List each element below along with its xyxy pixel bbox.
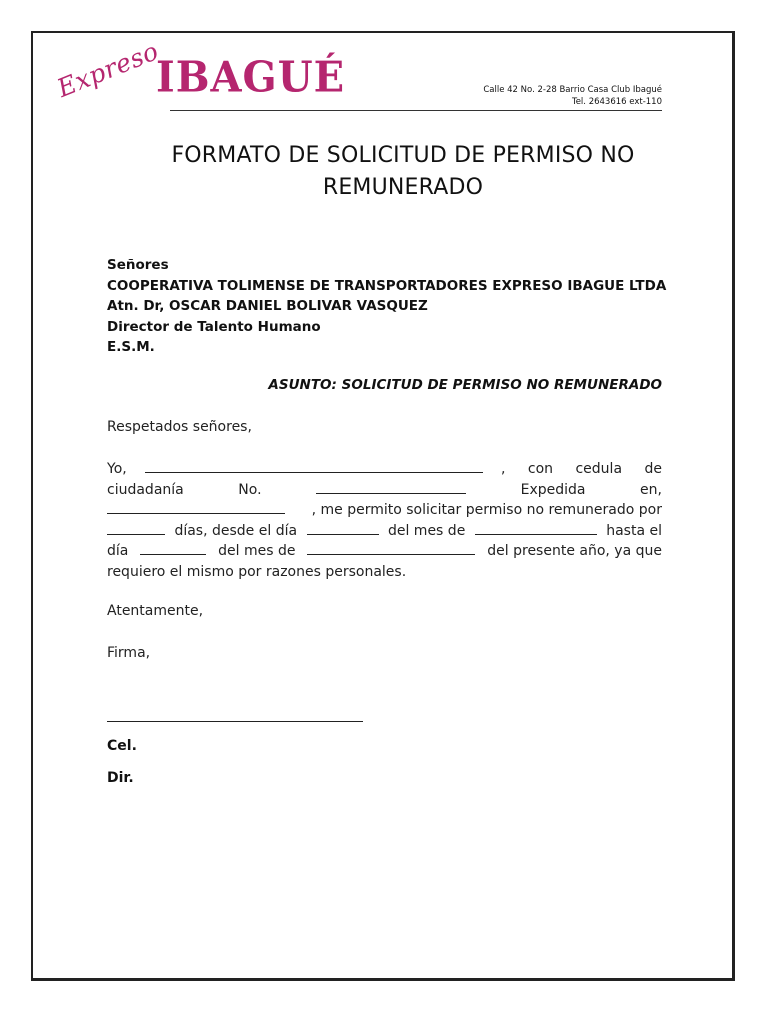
end-day-blank[interactable]: [140, 541, 206, 555]
title-line-2: REMUNERADO: [322, 175, 484, 200]
greeting: Respetados señores,: [107, 419, 252, 435]
end-month-blank[interactable]: [307, 541, 475, 555]
del-mes-2-text: del mes de: [218, 543, 296, 559]
body-row-2: [107, 480, 662, 501]
me-permito-text: , me permito solicitar permiso no remunerado por: [311, 502, 662, 518]
yo-text: Yo,: [107, 461, 127, 477]
closing: Atentamente,: [107, 603, 204, 619]
expedida-text: Expedida: [520, 481, 586, 498]
body-row-3: [107, 500, 662, 521]
hasta-el-text: hasta el: [606, 522, 662, 539]
signature-line[interactable]: [107, 721, 363, 722]
body-row-1: [107, 459, 662, 480]
en-text: en,: [640, 481, 662, 498]
phone-text: Tel. 2643616 ext-110: [571, 97, 662, 107]
days-blank[interactable]: [107, 521, 165, 535]
del-presente-text: del presente año, ya que: [487, 543, 662, 559]
logo-script-text: Expreso: [53, 36, 163, 103]
del-mes-text: del mes de: [387, 522, 466, 539]
id-number-blank[interactable]: [316, 480, 466, 494]
issued-place-blank[interactable]: [107, 500, 285, 514]
esm-line: E.S.M.: [107, 339, 155, 355]
attention-line: Atn. Dr, OSCAR DANIEL BOLIVAR VASQUEZ: [107, 298, 428, 314]
company-logo: [53, 36, 352, 122]
no-text: No.: [238, 481, 262, 498]
organization-name: COOPERATIVA TOLIMENSE DE TRANSPORTADORES EXPRESO IBAGUE LTDA: [107, 277, 667, 294]
con-cedula-text: , con cedula de: [501, 461, 662, 477]
salutation: Señores: [107, 257, 169, 273]
body-row-6: requiero el mismo por razones personales.: [107, 563, 407, 580]
start-day-blank[interactable]: [307, 521, 379, 535]
header-address-block: [483, 84, 662, 108]
start-month-blank[interactable]: [475, 521, 597, 535]
body-row-4: [107, 521, 662, 542]
ciudadania-text: ciudadanía: [107, 481, 184, 498]
body-row-5: [107, 541, 662, 562]
logo-name-text: IBAGUÉ: [156, 52, 346, 103]
addressee-block: [107, 255, 666, 358]
document-title: [100, 140, 706, 204]
title-line-1: FORMATO DE SOLICITUD DE PERMISO NO: [171, 143, 635, 168]
request-paragraph: [107, 459, 662, 582]
subject-line: ASUNTO: SOLICITUD DE PERMISO NO REMUNERADO: [268, 377, 662, 393]
position-line: Director de Talento Humano: [107, 318, 321, 335]
name-blank[interactable]: [145, 459, 483, 473]
signature-label: Firma,: [107, 645, 151, 661]
cel-label: Cel.: [107, 738, 137, 754]
dia-text: día: [107, 543, 129, 559]
header-rule: [170, 110, 662, 111]
dias-text: días, desde el día: [174, 522, 298, 539]
dir-label: Dir.: [107, 770, 134, 786]
address-text: Calle 42 No. 2-28 Barrio Casa Club Ibagué: [483, 85, 662, 95]
